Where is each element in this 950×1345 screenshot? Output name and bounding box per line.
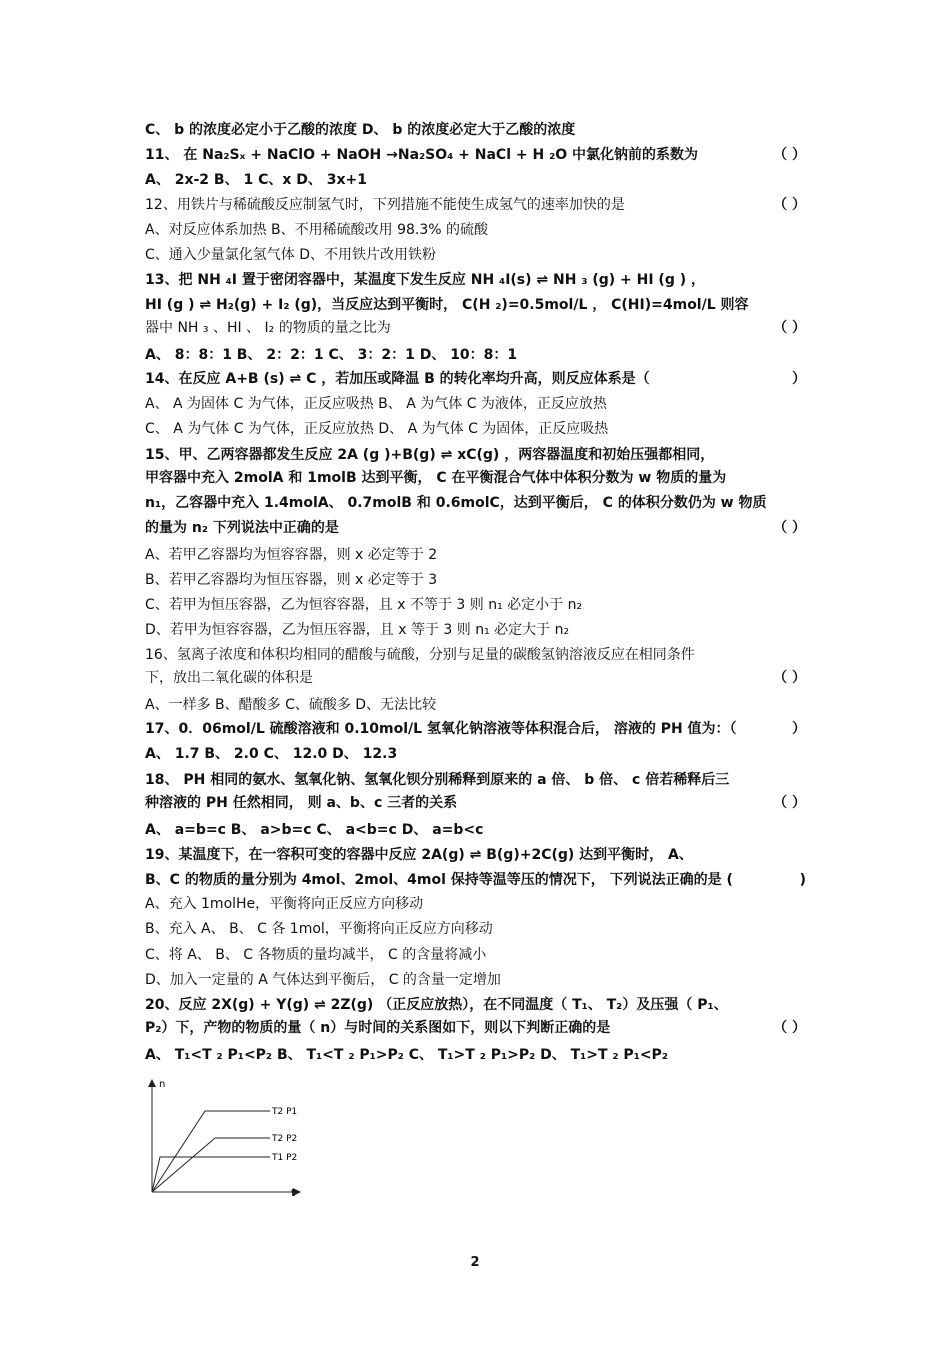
curve-label: T2 P1	[272, 1107, 298, 1117]
question-11: 11、 在 Na₂Sₓ + NaClO + NaOH →Na₂SO₄ + NaCl + H ₂O 中氯化钠前的系数为 （ ）	[145, 147, 806, 163]
text-line: C、 b 的浓度必定小于乙酸的浓度 D、 b 的浓度必定大于乙酸的浓度	[145, 122, 576, 138]
question-19-line2: B、C 的物质的量分别为 4mol、2mol、4mol 保持等温等压的情况下， 下列说法正确的是 ( )	[145, 872, 806, 888]
curve-label: T2 P2	[272, 1134, 298, 1144]
q20-options: A、 T₁<T ₂ P₁<P₂ B、 T₁<T ₂ P₁>P₂ C、 T₁>T ₂ P₁>P₂ D、 T₁>T ₂ P₁<P₂	[145, 1047, 668, 1063]
question-19-line1: 19、某温度下，在一容积可变的容器中反应 2A(g) ⇌ B(g)+2C(g) 达到平衡时， A、	[145, 847, 693, 863]
q14-options-ab: A、 A 为固体 C 为气体，正反应吸热 B、 A 为气体 C 为液体，正反应放热	[145, 396, 607, 412]
q19-option-d: D、加入一定量的 A 气体达到平衡后， C 的含量一定增加	[145, 972, 501, 988]
q12-options-ab: A、对反应体系加热 B、不用稀硫酸改用 98.3% 的硫酸	[145, 222, 489, 238]
q18-options: A、 a=b=c B、 a>b=c C、 a<b=c D、 a=b<c	[145, 822, 484, 838]
question-13-line3: 器中 NH ₃ 、HI 、 I₂ 的物质的量之比为 （ ）	[145, 320, 806, 336]
q19-option-b: B、充入 A、 B、 C 各 1mol，平衡将向正反应方向移动	[145, 921, 493, 937]
question-18-line1: 18、 PH 相同的氨水、氢氧化钠、氢氧化钡分别稀释到原来的 a 倍、 b 倍、 c 倍若稀释后三	[145, 772, 730, 788]
question-12: 12、用铁片与稀硫酸反应制氢气时，下列措施不能使生成氢气的速率加快的是 （ ）	[145, 197, 806, 213]
curve-t1-p2	[152, 1157, 270, 1192]
q15-option-d: D、若甲为恒容容器，乙为恒压容器，且 x 等于 3 则 n₁ 必定大于 n₂	[145, 622, 570, 638]
q14-options-cd: C、 A 为气体 C 为气体，正反应放热 D、 A 为气体 C 为固体，正反应吸热	[145, 421, 609, 437]
question-18-line2: 种溶液的 PH 任然相同， 则 a、b、c 三者的关系 （ ）	[145, 795, 806, 811]
q11-options: A、 2x-2 B、 1 C、x D、 3x+1	[145, 172, 367, 188]
q17-options: A、 1.7 B、 2.0 C、 12.0 D、 12.3	[145, 746, 398, 762]
curve-label: T1 P2	[272, 1153, 298, 1163]
y-axis-arrow	[148, 1079, 156, 1087]
q15-option-c: C、若甲为恒压容器，乙为恒容容器，且 x 不等于 3 则 n₁ 必定小于 n₂	[145, 597, 583, 613]
q16-options: A、一样多 B、醋酸多 C、硫酸多 D、无法比较	[145, 697, 437, 713]
x-axis-label: t	[291, 1188, 295, 1199]
curve-t2-p1	[152, 1111, 270, 1192]
y-axis-label: n	[159, 1079, 166, 1090]
question-17: 17、0．06mol/L 硫酸溶液和 0.10mol/L 氢氧化钠溶液等体积混合后， 溶液的 PH 值为：（ ）	[145, 721, 806, 737]
question-15-line3: n₁，乙容器中充入 1.4molA、 0.7molB 和 0.6molC，达到平衡后， C 的体积分数仍为 w 物质	[145, 495, 767, 511]
question-14: 14、在反应 A+B (s) ⇌ C ，若加压或降温 B 的转化率均升高，则反应体系是（ ）	[145, 371, 806, 387]
question-15-line2: 甲容器中充入 2molA 和 1molB 达到平衡， C 在平衡混合气体中体积分数为 w 物质的量为	[145, 470, 727, 486]
page-number: 2	[470, 1255, 480, 1270]
question-13-line1: 13、把 NH ₄I 置于密闭容器中，某温度下发生反应 NH ₄I(s) ⇌ NH ₃ (g) + HI (g ) ，	[145, 272, 705, 288]
q19-option-c: C、将 A、 B、 C 各物质的量均减半， C 的含量将减小	[145, 947, 487, 963]
q12-options-cd: C、通入少量氯化氢气体 D、不用铁片改用铁粉	[145, 247, 437, 263]
question-15-line4: 的量为 n₂ 下列说法中正确的是 （ ）	[145, 520, 806, 536]
n-t-graph	[145, 1075, 315, 1200]
question-16-line1: 16、氢离子浓度和体积均相同的醋酸与硫酸，分别与足量的碳酸氢钠溶液反应在相同条件	[145, 647, 695, 663]
q15-option-a: A、若甲乙容器均为恒容容器，则 x 必定等于 2	[145, 547, 438, 563]
question-20-line2: P₂）下，产物的物质的量（ n）与时间的关系图如下，则以下判断正确的是 （ ）	[145, 1020, 806, 1036]
q13-options: A、 8：8：1 B、 2：2：1 C、 3：2：1 D、 10：8：1	[145, 347, 518, 363]
q19-option-a: A、充入 1molHe，平衡将向正反应方向移动	[145, 896, 424, 912]
q15-option-b: B、若甲乙容器均为恒压容器，则 x 必定等于 3	[145, 572, 438, 588]
question-20-line1: 20、反应 2X(g) + Y(g) ⇌ 2Z(g) （正反应放热），在不同温度（ T₁、 T₂）及压强（ P₁、	[145, 997, 728, 1013]
question-16-line2: 下，放出二氧化碳的体积是 （ ）	[145, 670, 806, 686]
question-15-line1: 15、甲、乙两容器都发生反应 2A (g )+B(g) ⇌ xC(g) ，两容器温度和初始压强都相同，	[145, 447, 715, 463]
question-13-line2: HI (g ) ⇌ H₂(g) + I₂ (g)，当反应达到平衡时， C(H ₂)=0.5mol/L ， C(HI)=4mol/L 则容	[145, 297, 749, 313]
